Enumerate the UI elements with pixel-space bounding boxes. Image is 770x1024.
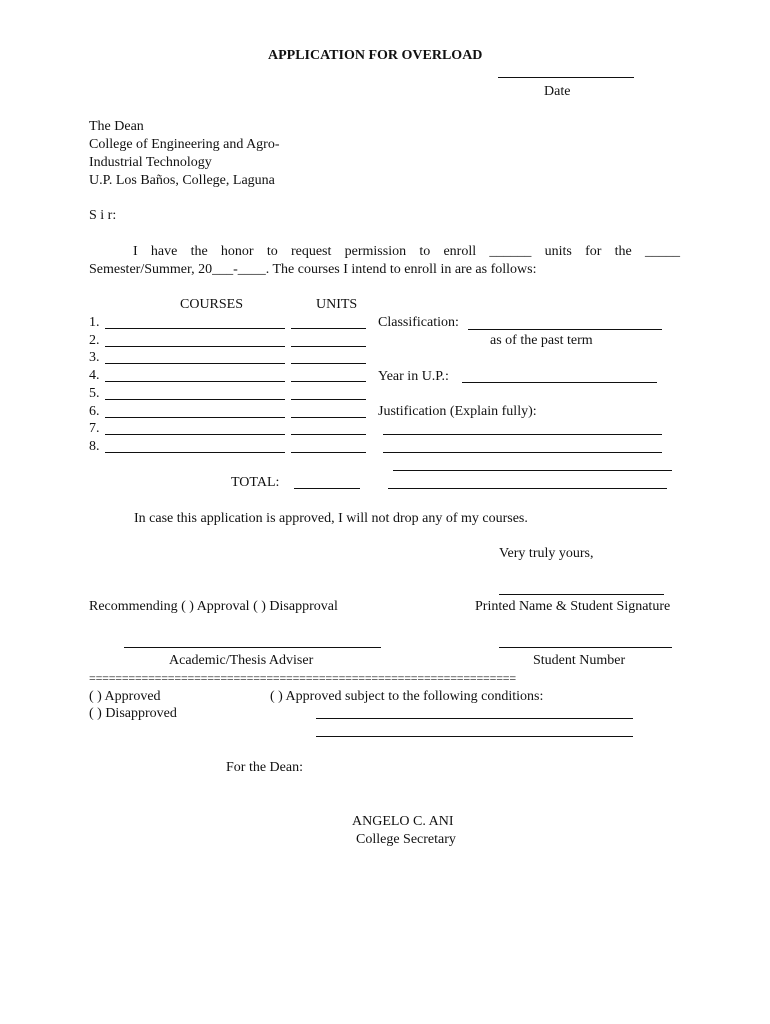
student-number-line[interactable] [499,647,672,648]
printed-name-label: Printed Name & Student Signature [475,599,671,614]
student-signature-line[interactable] [499,594,664,595]
units-line[interactable] [291,381,366,382]
units-line[interactable] [291,399,366,400]
course-line[interactable] [105,434,285,435]
addressee-line-3: Industrial Technology [89,155,212,170]
for-the-dean-label: For the Dean: [226,760,303,775]
course-number: 6. [89,403,100,419]
justification-line-3[interactable] [393,470,672,471]
salutation: S i r: [89,208,117,223]
conditions-line-2[interactable] [316,736,633,737]
approved-conditions-option[interactable]: ( ) Approved subject to the following conditions: [270,689,544,704]
course-line[interactable] [105,346,285,347]
secretary-name: ANGELO C. ANI [352,814,454,829]
intro-line-1: I have the honor to request permission to enroll ______ units for the _____ [133,244,680,259]
addressee-line-1: The Dean [89,119,144,134]
courses-header: COURSES [180,297,244,312]
course-line[interactable] [105,328,285,329]
units-line[interactable] [291,328,366,329]
classification-label: Classification: [378,315,459,330]
units-line[interactable] [291,434,366,435]
units-line[interactable] [291,452,366,453]
adviser-label: Academic/Thesis Adviser [169,653,314,668]
justification-line-2[interactable] [383,452,662,453]
course-number: 8. [89,438,100,454]
addressee-line-2: College of Engineering and Agro- [89,137,280,152]
closing: Very truly yours, [499,546,594,561]
justification-label: Justification (Explain fully): [378,404,537,419]
total-label: TOTAL: [231,475,280,490]
addressee-line-4: U.P. Los Baños, College, Laguna [89,173,275,188]
justification-line-1[interactable] [383,434,662,435]
date-line[interactable] [498,77,634,78]
adviser-signature-line[interactable] [124,647,381,648]
disapproved-option[interactable]: ( ) Disapproved [89,706,177,721]
course-number: 7. [89,421,100,437]
justification-line-4[interactable] [388,488,667,489]
units-line[interactable] [291,417,366,418]
course-number: 2. [89,332,100,348]
conditions-line-1[interactable] [316,718,633,719]
course-number: 4. [89,368,100,384]
course-line[interactable] [105,381,285,382]
approved-option[interactable]: ( ) Approved [89,689,161,704]
units-header: UNITS [316,297,358,312]
classification-line[interactable] [468,329,662,330]
course-number: 5. [89,385,100,401]
secretary-title: College Secretary [356,832,456,847]
units-line[interactable] [291,346,366,347]
course-line[interactable] [105,399,285,400]
as-of-past-term-label: as of the past term [490,333,593,348]
no-drop-statement: In case this application is approved, I will not drop any of my courses. [134,511,528,526]
separator: ================================================================= [89,671,516,685]
intro-line-2: Semester/Summer, 20___-____. The courses I intend to enroll in are as follows: [89,262,537,277]
course-line[interactable] [105,452,285,453]
course-line[interactable] [105,417,285,418]
recommending-line: Recommending ( ) Approval ( ) Disapproval [89,599,338,614]
course-number: 1. [89,315,100,330]
course-line[interactable] [105,363,285,364]
units-line[interactable] [291,363,366,364]
form-title: APPLICATION FOR OVERLOAD [268,48,483,63]
year-in-up-line[interactable] [462,382,657,383]
course-number: 3. [89,350,100,366]
student-number-label: Student Number [533,653,626,668]
year-in-up-label: Year in U.P.: [378,369,449,384]
date-label: Date [544,84,571,99]
total-units-line[interactable] [294,488,360,489]
